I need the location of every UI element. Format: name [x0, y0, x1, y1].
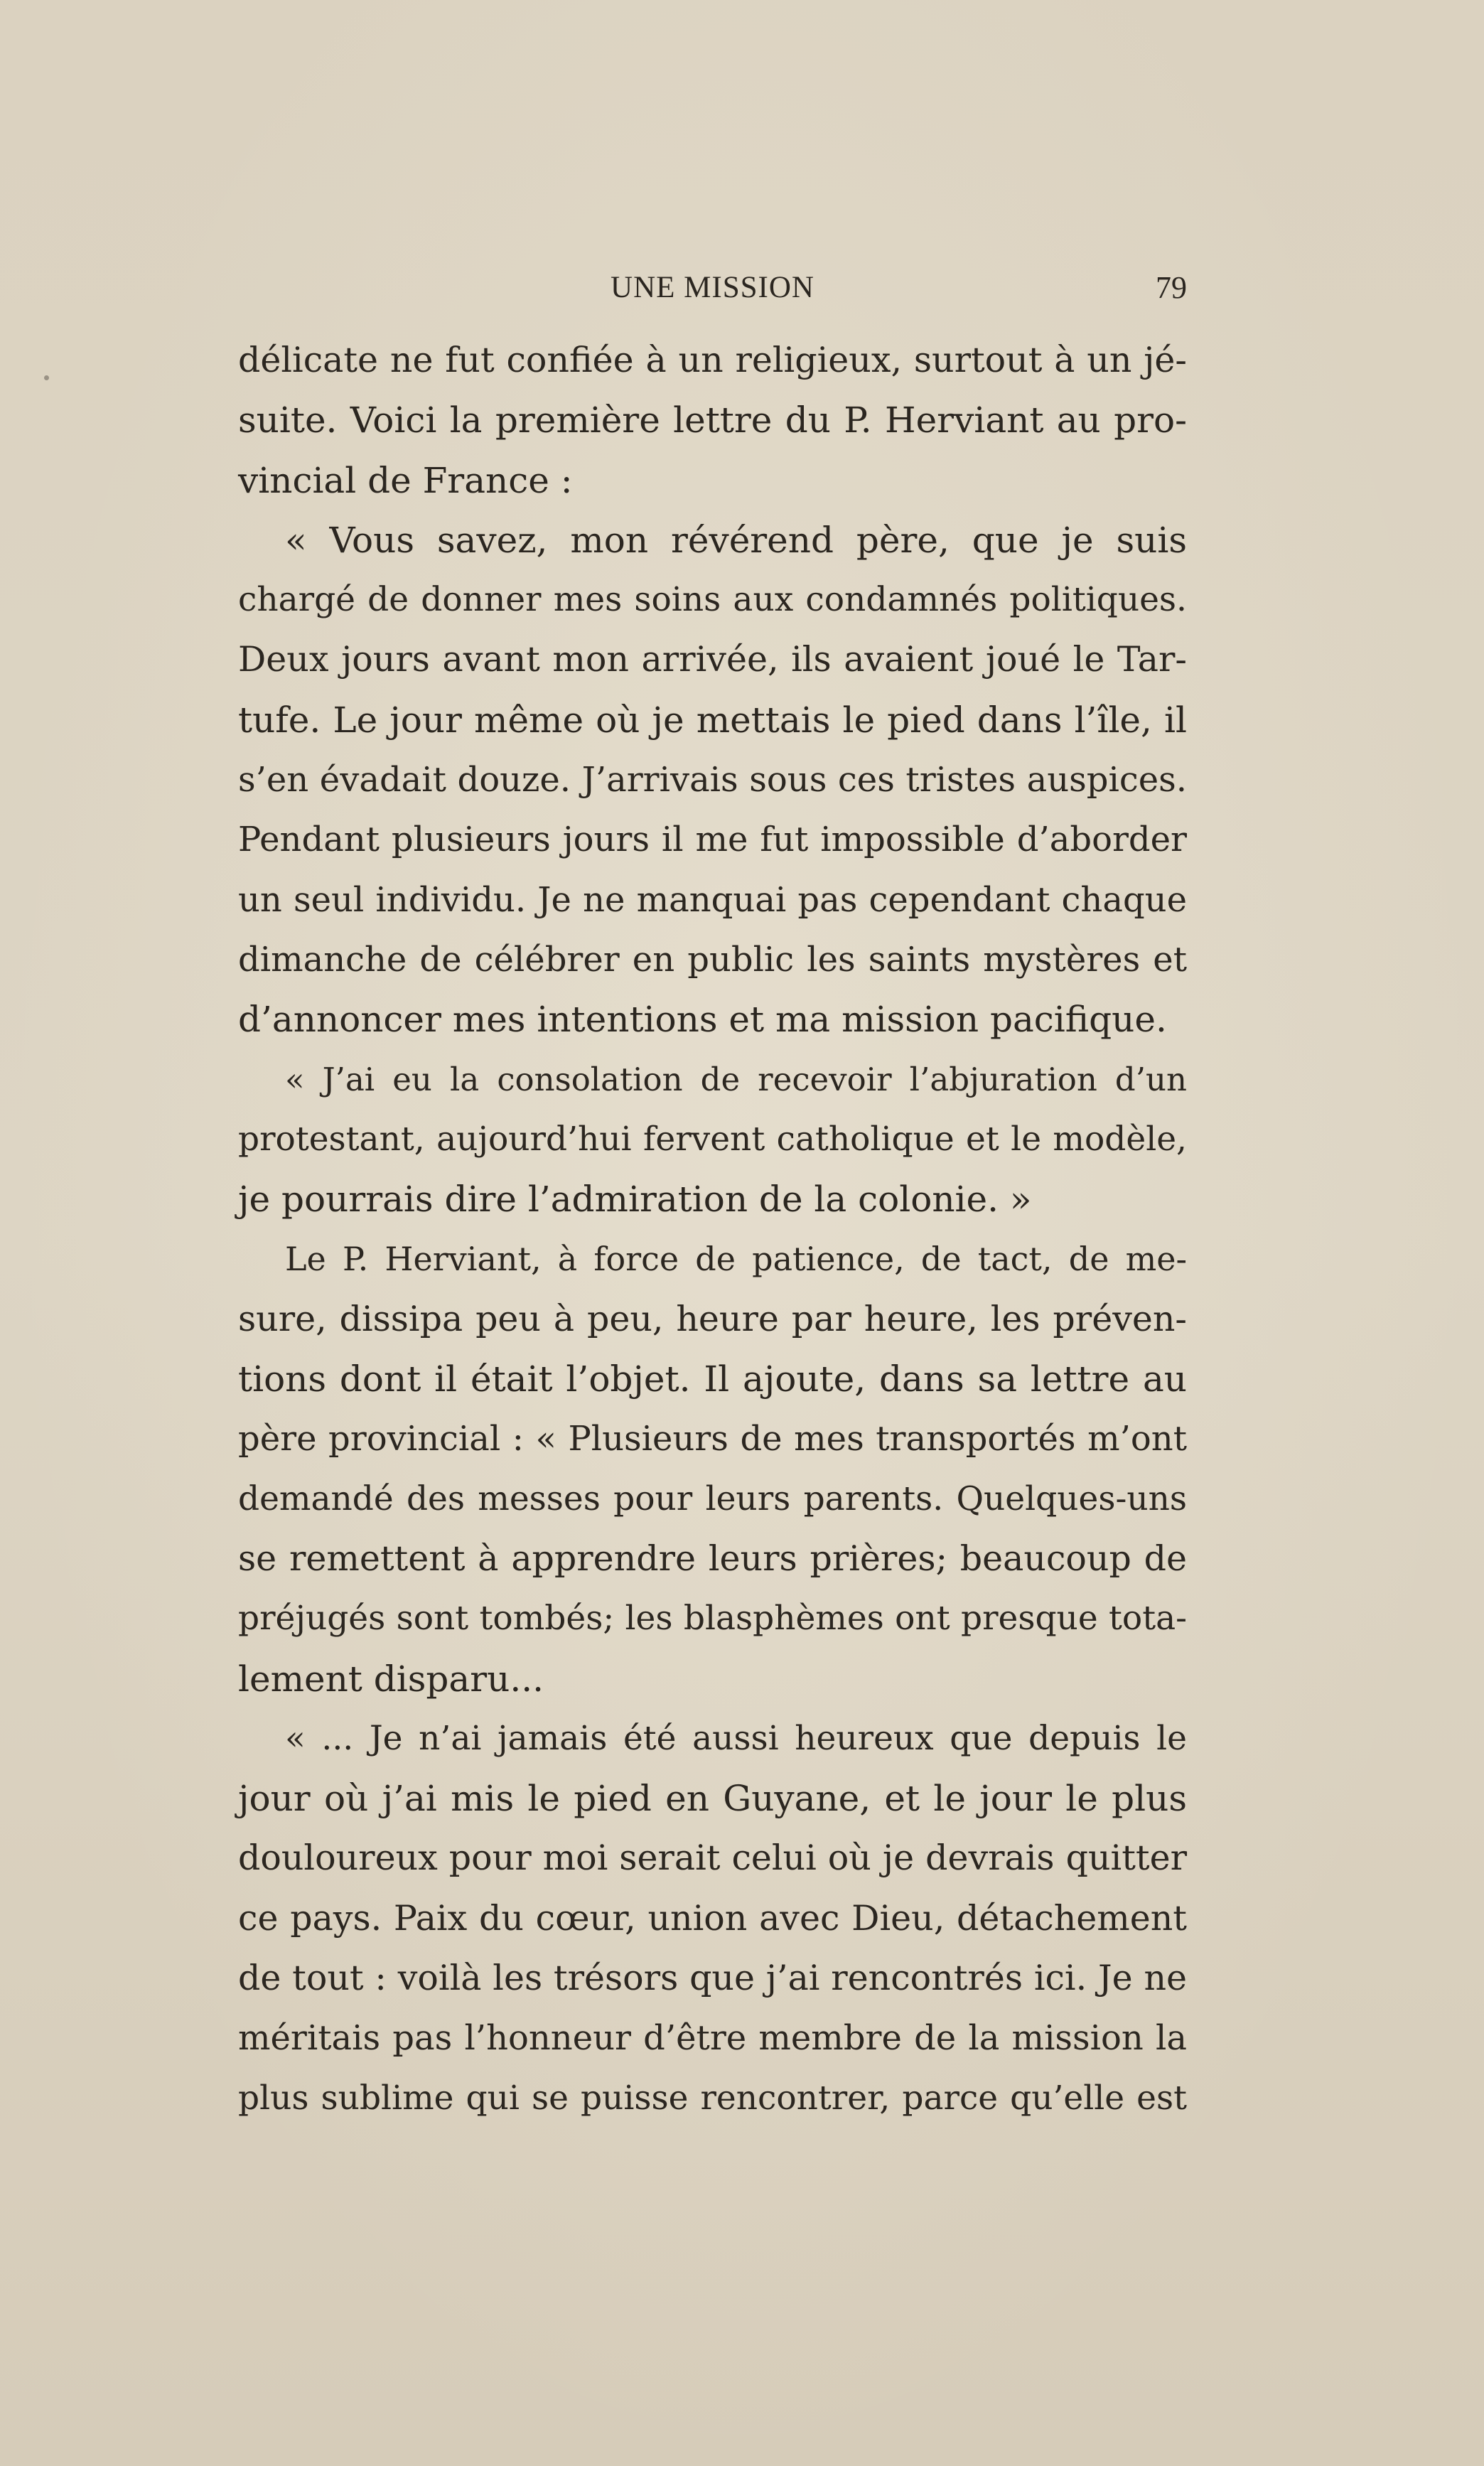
text-line: demandé des messes pour leurs parents. Quelques-uns: [238, 1479, 1187, 1518]
page-number: 79: [1156, 270, 1187, 305]
text-line: plus sublime qui se puisse rencontrer, parce qu’elle est: [238, 2078, 1187, 2118]
text-line: jour où j’ai mis le pied en Guyane, et le jour le plus: [238, 1778, 1187, 1820]
text-line: s’en évadait douze. J’arrivais sous ces tristes auspices.: [238, 760, 1187, 800]
text-line: protestant, aujourd’hui fervent catholique et le modèle,: [238, 1119, 1187, 1159]
body-text: [238, 331, 1187, 2128]
text-line: père provincial : « Plusieurs de mes transportés m’ont: [238, 1419, 1187, 1459]
text-line: préjugés sont tombés; les blasphèmes ont presque tota-: [238, 1599, 1187, 1639]
text-line: tufe. Le jour même où je mettais le pied dans l’île, il: [238, 699, 1187, 741]
text-line: d’annoncer mes intentions et ma mission pacifique.: [238, 999, 1167, 1041]
text-line: Le P. Herviant, à force de patience, de tact, de me-: [285, 1240, 1187, 1279]
text-line: « ... Je n’ai jamais été aussi heureux que depuis le: [285, 1718, 1187, 1758]
page-header: [238, 263, 1187, 313]
text-line: tions dont il était l’objet. Il ajoute, dans sa lettre au: [238, 1358, 1187, 1400]
text-line: Deux jours avant mon arrivée, ils avaient joué le Tar-: [238, 639, 1187, 680]
text-line: vincial de France :: [238, 459, 573, 501]
text-line: « J’ai eu la consolation de recevoir l’abjuration d’un: [285, 1060, 1187, 1098]
text-line: un seul individu. Je ne manquai pas cependant chaque: [238, 879, 1187, 920]
text-line: je pourrais dire l’admiration de la colonie. »: [238, 1179, 1032, 1221]
text-line: sure, dissipa peu à peu, heure par heure, les préven-: [238, 1298, 1187, 1339]
text-line: Pendant plusieurs jours il me fut impossible d’aborder: [238, 820, 1187, 860]
text-line: se remettent à apprendre leurs prières; beaucoup de: [238, 1538, 1187, 1579]
text-line: dimanche de célébrer en public les saints mystères et: [238, 939, 1187, 980]
text-line: de tout : voilà les trésors que j’ai rencontrés ici. Je ne: [238, 1958, 1187, 1999]
text-line: ce pays. Paix du cœur, union avec Dieu, détachement: [238, 1897, 1187, 1939]
text-line: lement disparu...: [238, 1658, 544, 1700]
text-line: « Vous savez, mon révérend père, que je suis: [285, 519, 1187, 561]
paper-speck: [44, 375, 49, 380]
text-line: délicate ne fut confiée à un religieux, surtout à un jé-: [238, 340, 1187, 380]
text-line: chargé de donner mes soins aux condamnés politiques.: [238, 580, 1187, 620]
text-line: méritais pas l’honneur d’être membre de la mission la: [238, 2018, 1187, 2059]
text-line: douloureux pour moi serait celui où je devrais quitter: [238, 1838, 1187, 1879]
text-line: suite. Voici la première lettre du P. Herviant au pro-: [238, 400, 1187, 441]
running-title: UNE MISSION: [611, 271, 814, 304]
